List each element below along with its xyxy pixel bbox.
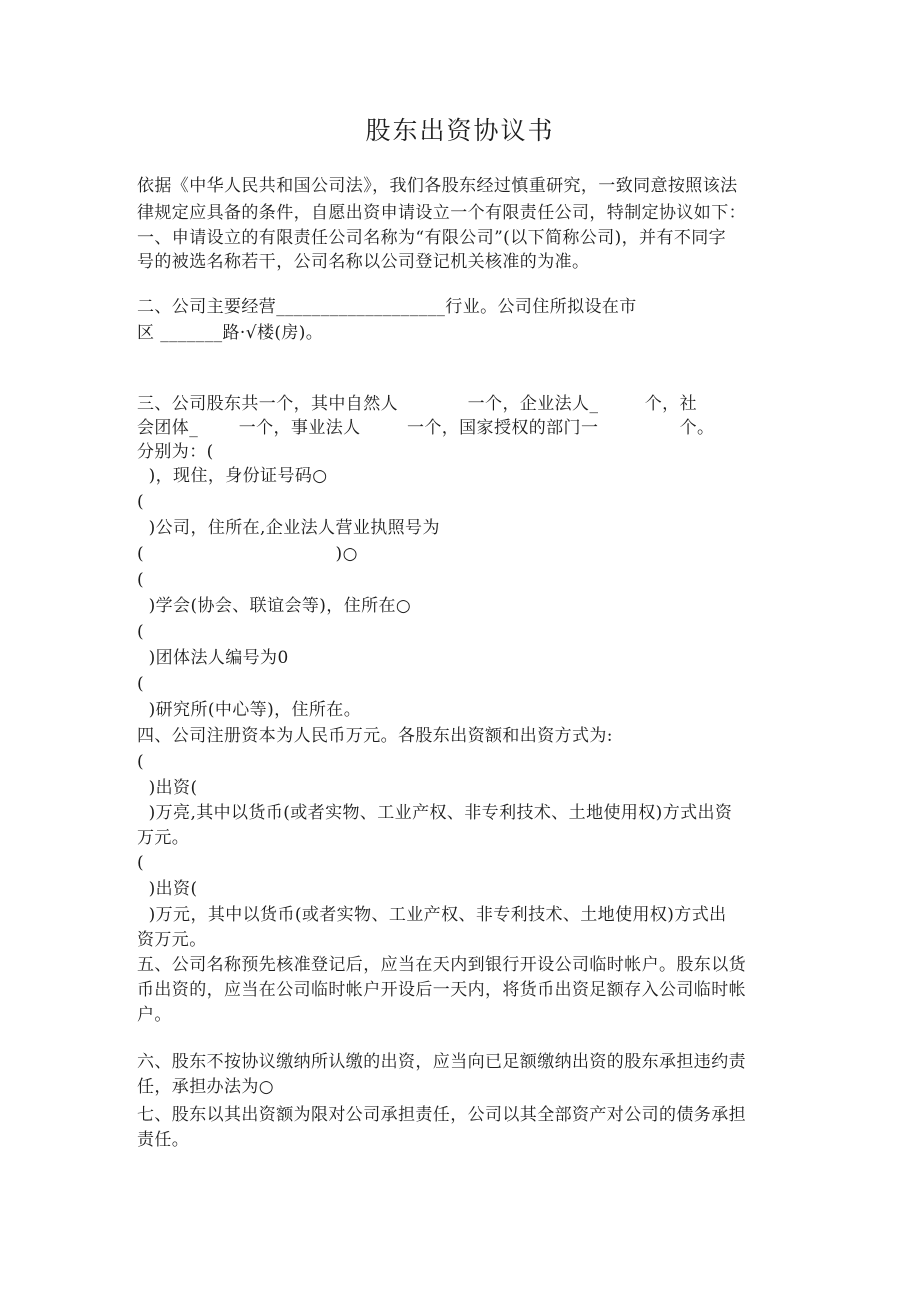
body-line: 五、公司名称预先核准登记后，应当在天内到银行开设公司临时帐户。股东以货: [137, 955, 746, 975]
body-line: 六、股东不按协议缴纳所认缴的出资，应当向已足额缴纳出资的股东承担违约责: [137, 1052, 746, 1072]
body-line: (: [137, 570, 145, 590]
body-line: (: [137, 752, 145, 772]
body-line: )万亮,其中以货币(或者实物、工业产权、非专利技术、土地使用权)方式出资: [137, 803, 733, 823]
body-line: 币出资的，应当在公司临时帐户开设后一天内，将货币出资足额存入公司临时帐: [137, 980, 746, 1000]
body-line: (: [137, 492, 145, 512]
body-line: 资万元。: [137, 930, 207, 950]
body-line: 区 _______路·√楼(房)。: [137, 323, 324, 343]
body-line: )出资(: [137, 879, 198, 899]
body-line: 七、股东以其出资额为限对公司承担责任，公司以其全部资产对公司的债务承担: [137, 1105, 746, 1125]
body-line: 任，承担办法为○: [137, 1077, 275, 1097]
body-line: 三、公司股东共一个，其中自然人 一个，企业法人_ 个，社: [137, 394, 697, 414]
body-line: 责任。: [137, 1130, 190, 1150]
body-line: (: [137, 853, 145, 873]
body-line: )出资(: [137, 778, 198, 798]
body-line: )，现住，身份证号码○: [137, 466, 328, 486]
body-line: 分别为：(: [137, 442, 214, 462]
body-line: )公司，住所在,企业法人营业执照号为: [137, 518, 440, 538]
body-line: )研究所(中心等)，住所在。: [137, 700, 362, 720]
body-line: 律规定应具备的条件，自愿出资申请设立一个有限责任公司，特制定协议如下：: [137, 203, 746, 223]
body-line: 四、公司注册资本为人民币万元。各股东出资额和出资方式为:: [137, 726, 613, 746]
body-line: (: [137, 674, 145, 694]
document-title: 股东出资协议书: [365, 116, 555, 145]
body-line: 号的被选名称若干，公司名称以公司登记机关核准的为准。: [137, 252, 590, 272]
body-line: 依据《中华人民共和国公司法》，我们各股东经过慎重研究，一致同意按照该法: [137, 176, 738, 196]
body-line: 会团体_ 一个，事业法人 一个，国家授权的部门一 个。: [137, 418, 715, 438]
body-line: 万元。: [137, 828, 190, 848]
body-line: 二、公司主要经营___________________行业。公司住所拟设在市: [137, 297, 637, 317]
body-line: )万元，其中以货币(或者实物、工业产权、非专利技术、土地使用权)方式出: [137, 905, 727, 925]
body-line: 一、申请设立的有限责任公司名称为“有限公司”(以下简称公司)，并有不同字: [137, 228, 727, 248]
body-line: 户。: [137, 1005, 172, 1025]
body-line: )团体法人编号为0: [137, 648, 289, 668]
body-line: )学会(协会、联谊会等)，住所在○: [137, 596, 412, 616]
body-line: ( )○: [137, 544, 358, 564]
body-line: (: [137, 622, 145, 642]
